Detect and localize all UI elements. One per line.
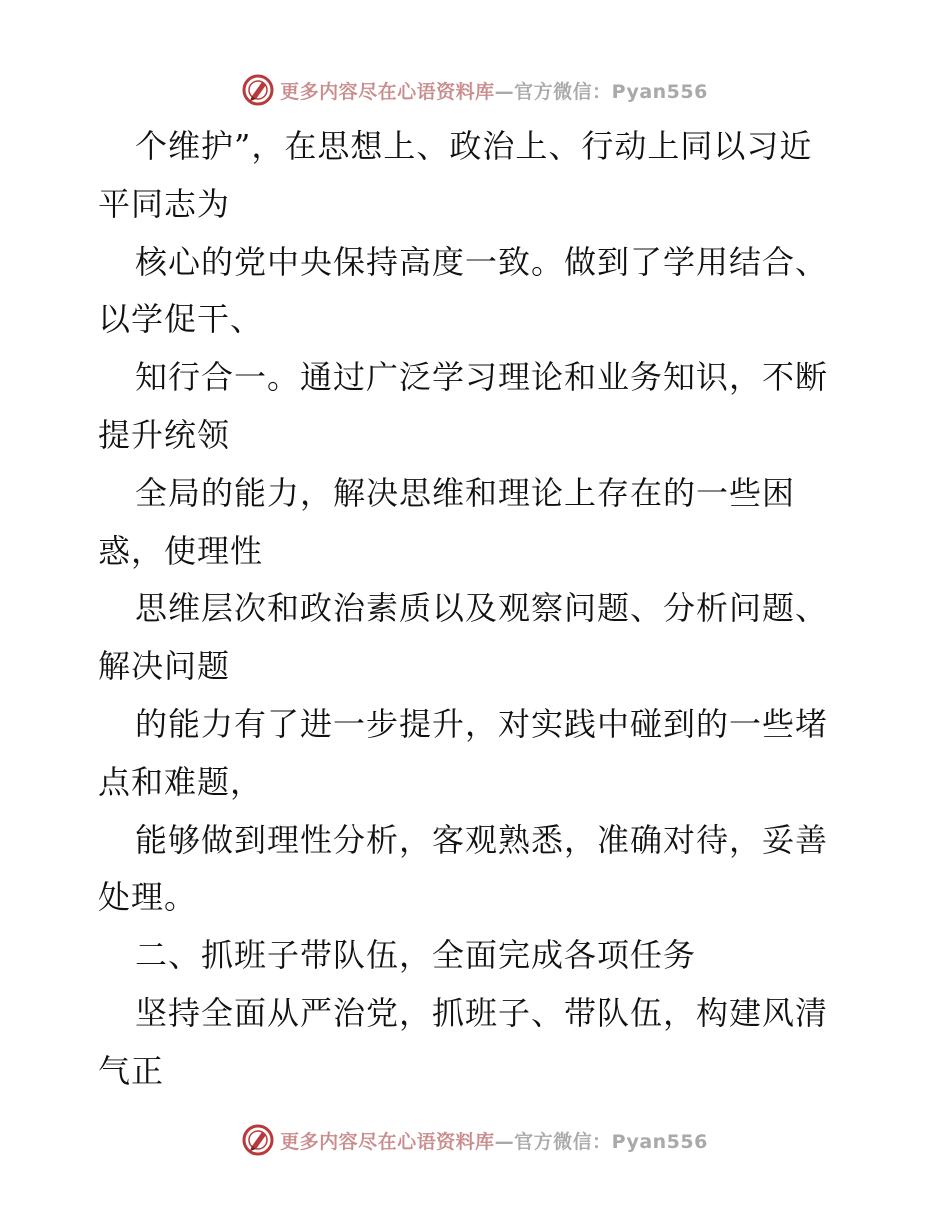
section-heading: 二、抓班子带队伍，全面完成各项任务 — [135, 936, 697, 975]
text-line: 平同志为 — [98, 184, 231, 223]
text-line: 知行合一。通过广泛学习理论和业务知识，不断 — [135, 358, 829, 397]
text-line: 以学促干、 — [98, 300, 264, 339]
text-line: 能够做到理性分析，客观熟悉，准确对待，妥善 — [135, 820, 829, 859]
text-line: 点和难题， — [98, 762, 264, 801]
brand-text: 更多内容尽在心语资料库 — [280, 80, 495, 103]
footer-banner — [0, 1120, 950, 1160]
wechat-text: 官方微信：Pyan556 — [514, 1130, 708, 1153]
text-line: 的能力有了进一步提升，对实践中碰到的一些堵 — [135, 704, 829, 743]
text-line: 解决问题 — [98, 647, 231, 686]
header-banner — [0, 70, 950, 110]
text-line: 气正 — [98, 1051, 165, 1090]
text-line: 个维护”，在思想上、政治上、行动上同以习近 — [135, 127, 813, 165]
text-line: 坚持全面从严治党，抓班子、带队伍，构建风清 — [135, 993, 829, 1032]
text-line: 惑，使理性 — [98, 531, 264, 570]
footer-text — [280, 1127, 708, 1154]
separator: — — [494, 1130, 515, 1153]
brand-text: 更多内容尽在心语资料库 — [280, 1130, 495, 1153]
text-line: 处理。 — [98, 878, 198, 917]
pen-seal-icon — [242, 1124, 274, 1156]
header-text — [280, 77, 708, 104]
text-line: 思维层次和政治素质以及观察问题、分析问题、 — [135, 589, 829, 628]
pen-seal-icon — [242, 74, 274, 106]
document-body — [98, 118, 858, 1101]
text-line: 全局的能力，解决思维和理论上存在的一些困 — [135, 473, 796, 512]
text-line: 核心的党中央保持高度一致。做到了学用结合、 — [135, 242, 829, 281]
wechat-text: 官方微信：Pyan556 — [514, 80, 708, 103]
separator: — — [494, 80, 515, 103]
text-line: 提升统领 — [98, 415, 231, 454]
